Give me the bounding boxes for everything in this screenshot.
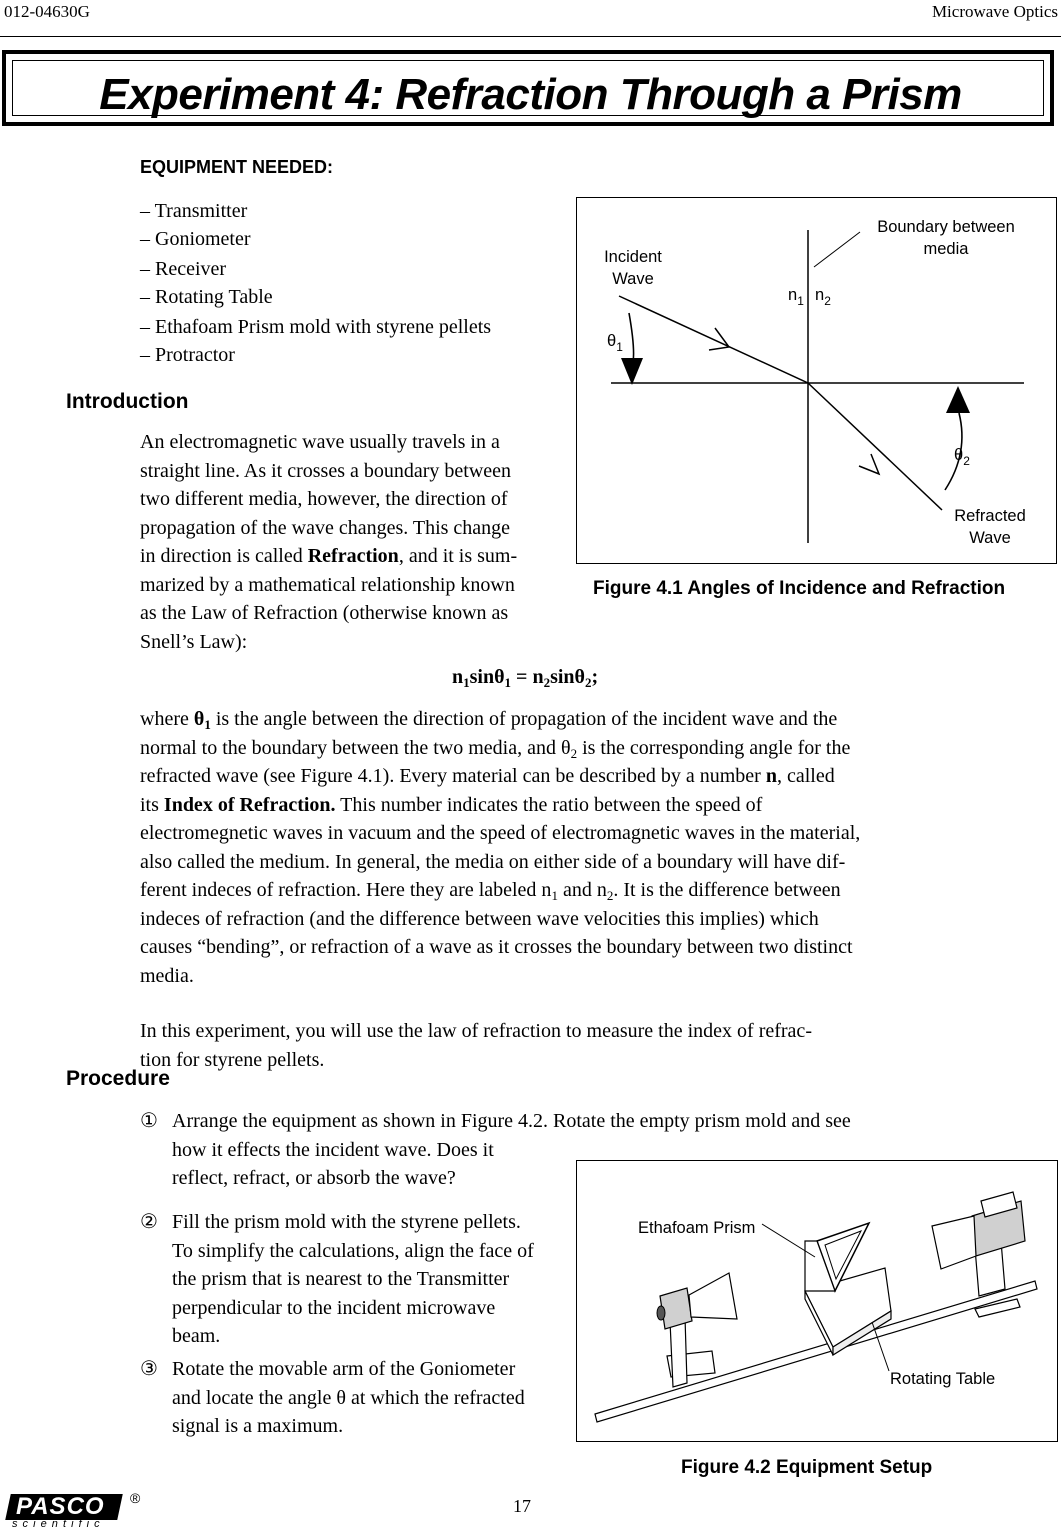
boundary-label-2: media — [923, 240, 969, 258]
equipment-heading: EQUIPMENT NEEDED: — [140, 157, 334, 177]
figure-4-1-caption: Figure 4.1 Angles of Incidence and Refraction — [593, 578, 1006, 599]
product-name: Microwave Optics — [931, 2, 1058, 21]
intro-line: straight line. As it crosses a boundary between — [140, 459, 512, 482]
transmitter-horn — [689, 1273, 737, 1319]
doc-number: 012-04630G — [4, 2, 90, 21]
equipment-item: – Goniometer — [140, 228, 251, 250]
transmitter-knob — [657, 1306, 665, 1320]
intro-line: marized by a mathematical relationship known — [140, 573, 515, 596]
refraction-term: Refraction — [307, 545, 399, 567]
theta1-label: $\theta_1$ — [607, 332, 623, 354]
refracted-label-1: Refracted — [954, 507, 1026, 525]
procedure-step-2-marker: ② — [140, 1211, 158, 1233]
intro-line: propagation of the wave changes. This change — [140, 516, 511, 539]
procedure-step-1-marker-wrap: ① — [140, 1110, 158, 1132]
pasco-logo — [8, 1490, 148, 1534]
refracted-label-2: Wave — [969, 529, 1011, 547]
procedure-heading: Procedure — [66, 1067, 170, 1090]
intro-line: in direction is called Refraction, and it is sum- — [140, 545, 518, 567]
equipment-item: – Rotating Table — [140, 286, 273, 308]
equipment-list — [140, 200, 491, 373]
introduction-heading: Introduction — [66, 390, 189, 413]
figure-4-2-caption: Figure 4.2 Equipment Setup — [681, 1457, 933, 1478]
page-number: 17 — [513, 1496, 531, 1516]
theta2-label: $\theta_2$ — [954, 446, 970, 468]
n2-label: $n_2$ — [815, 286, 831, 308]
incident-ray — [619, 296, 808, 383]
refracted-ray — [808, 383, 942, 510]
intro-line: as the Law of Refraction (otherwise known as — [140, 602, 509, 624]
registered-mark: ® — [130, 1490, 141, 1506]
equipment-item: – Ethafoam Prism mold with styrene pellets — [140, 316, 492, 338]
intro-line: two different media, however, the direction of — [140, 488, 508, 510]
equipment-item: – Transmitter — [140, 200, 248, 222]
logo-sub: s c i e n t i f i c — [12, 1518, 101, 1530]
equipment-diagram — [577, 1161, 1059, 1443]
procedure-step-3-text: Rotate the movable arm of the Goniometer and locate the angle θ at which the refracted signal is a maximum. — [172, 1358, 525, 1437]
theta1-arrowhead — [621, 358, 643, 385]
intro-line: An electromagnetic wave usually travels in a — [140, 431, 500, 453]
procedure-step-3-marker: ③ — [140, 1358, 158, 1380]
header-rule — [0, 36, 1061, 37]
boundary-leader — [814, 232, 860, 267]
n1-label: $n_1$ — [788, 286, 804, 308]
incident-label-1: Incident — [604, 248, 662, 266]
rotating-table-label: Rotating Table — [890, 1370, 996, 1388]
incident-label-2: Wave — [612, 270, 654, 288]
transmitter-post — [670, 1317, 687, 1387]
introduction-text — [140, 428, 570, 656]
refraction-diagram — [577, 198, 1058, 565]
page-title: Experiment 4: Refraction Through a Prism — [99, 70, 962, 119]
transmitter-body — [660, 1288, 692, 1329]
snells-law-equation: $n_1\sin\theta_1 = n_2\sin\theta_2$; — [452, 666, 599, 690]
equipment-item: – Receiver — [140, 258, 227, 280]
figure-4-2-frame — [576, 1160, 1058, 1442]
figure-4-1-frame — [576, 197, 1057, 564]
experiment-paragraph: In this experiment, you will use the law of refraction to measure the index of refrac- tion for styrene pellets. — [140, 1020, 812, 1071]
boundary-label-1: Boundary between — [877, 218, 1015, 236]
procedure-step-1-text: Arrange the equipment as shown in Figure 4.2. Rotate the empty prism mold and see how it effects the incident wave. Does it reflect, refract, or absorb the wave? — [172, 1110, 851, 1189]
ethafoam-prism-label: Ethafoam Prism — [638, 1219, 756, 1237]
receiver-horn — [932, 1216, 976, 1269]
theta2-arrowhead — [946, 386, 970, 413]
definition-paragraph: where $\theta_1$ is the angle between the direction of propagation of the incident wave and the normal to the boundary between the two media, and $\theta_2$ is the corresponding angle for the refracted wave (see Figure 4.1). Every material can be described by a number n, called its Index of Refraction. This number indicates the ratio between the speed of electromegnetic waves in vacuum and the speed of electromagnetic waves in the material, also called the medium. In general, the media on either side of a boundary will have dif- ferent indeces of refraction. Here they are labeled $n_1$ and $n_2$. It is the difference between indeces of refraction (and the difference between wave velocities this implies) which causes “bending”, or refraction of a wave as it crosses the boundary between two distinct media. — [140, 708, 861, 987]
intro-line: Snell’s Law): — [140, 630, 248, 653]
procedure-step-2-text: Fill the prism mold with the styrene pellets. To simplify the calculations, align the face of the prism that is nearest to the Transmitter perpendicular to the incident microwave beam. — [172, 1211, 534, 1347]
logo-word: PASCO — [16, 1493, 105, 1520]
equipment-item: – Protractor — [140, 344, 235, 366]
refracted-arrow — [859, 454, 879, 474]
